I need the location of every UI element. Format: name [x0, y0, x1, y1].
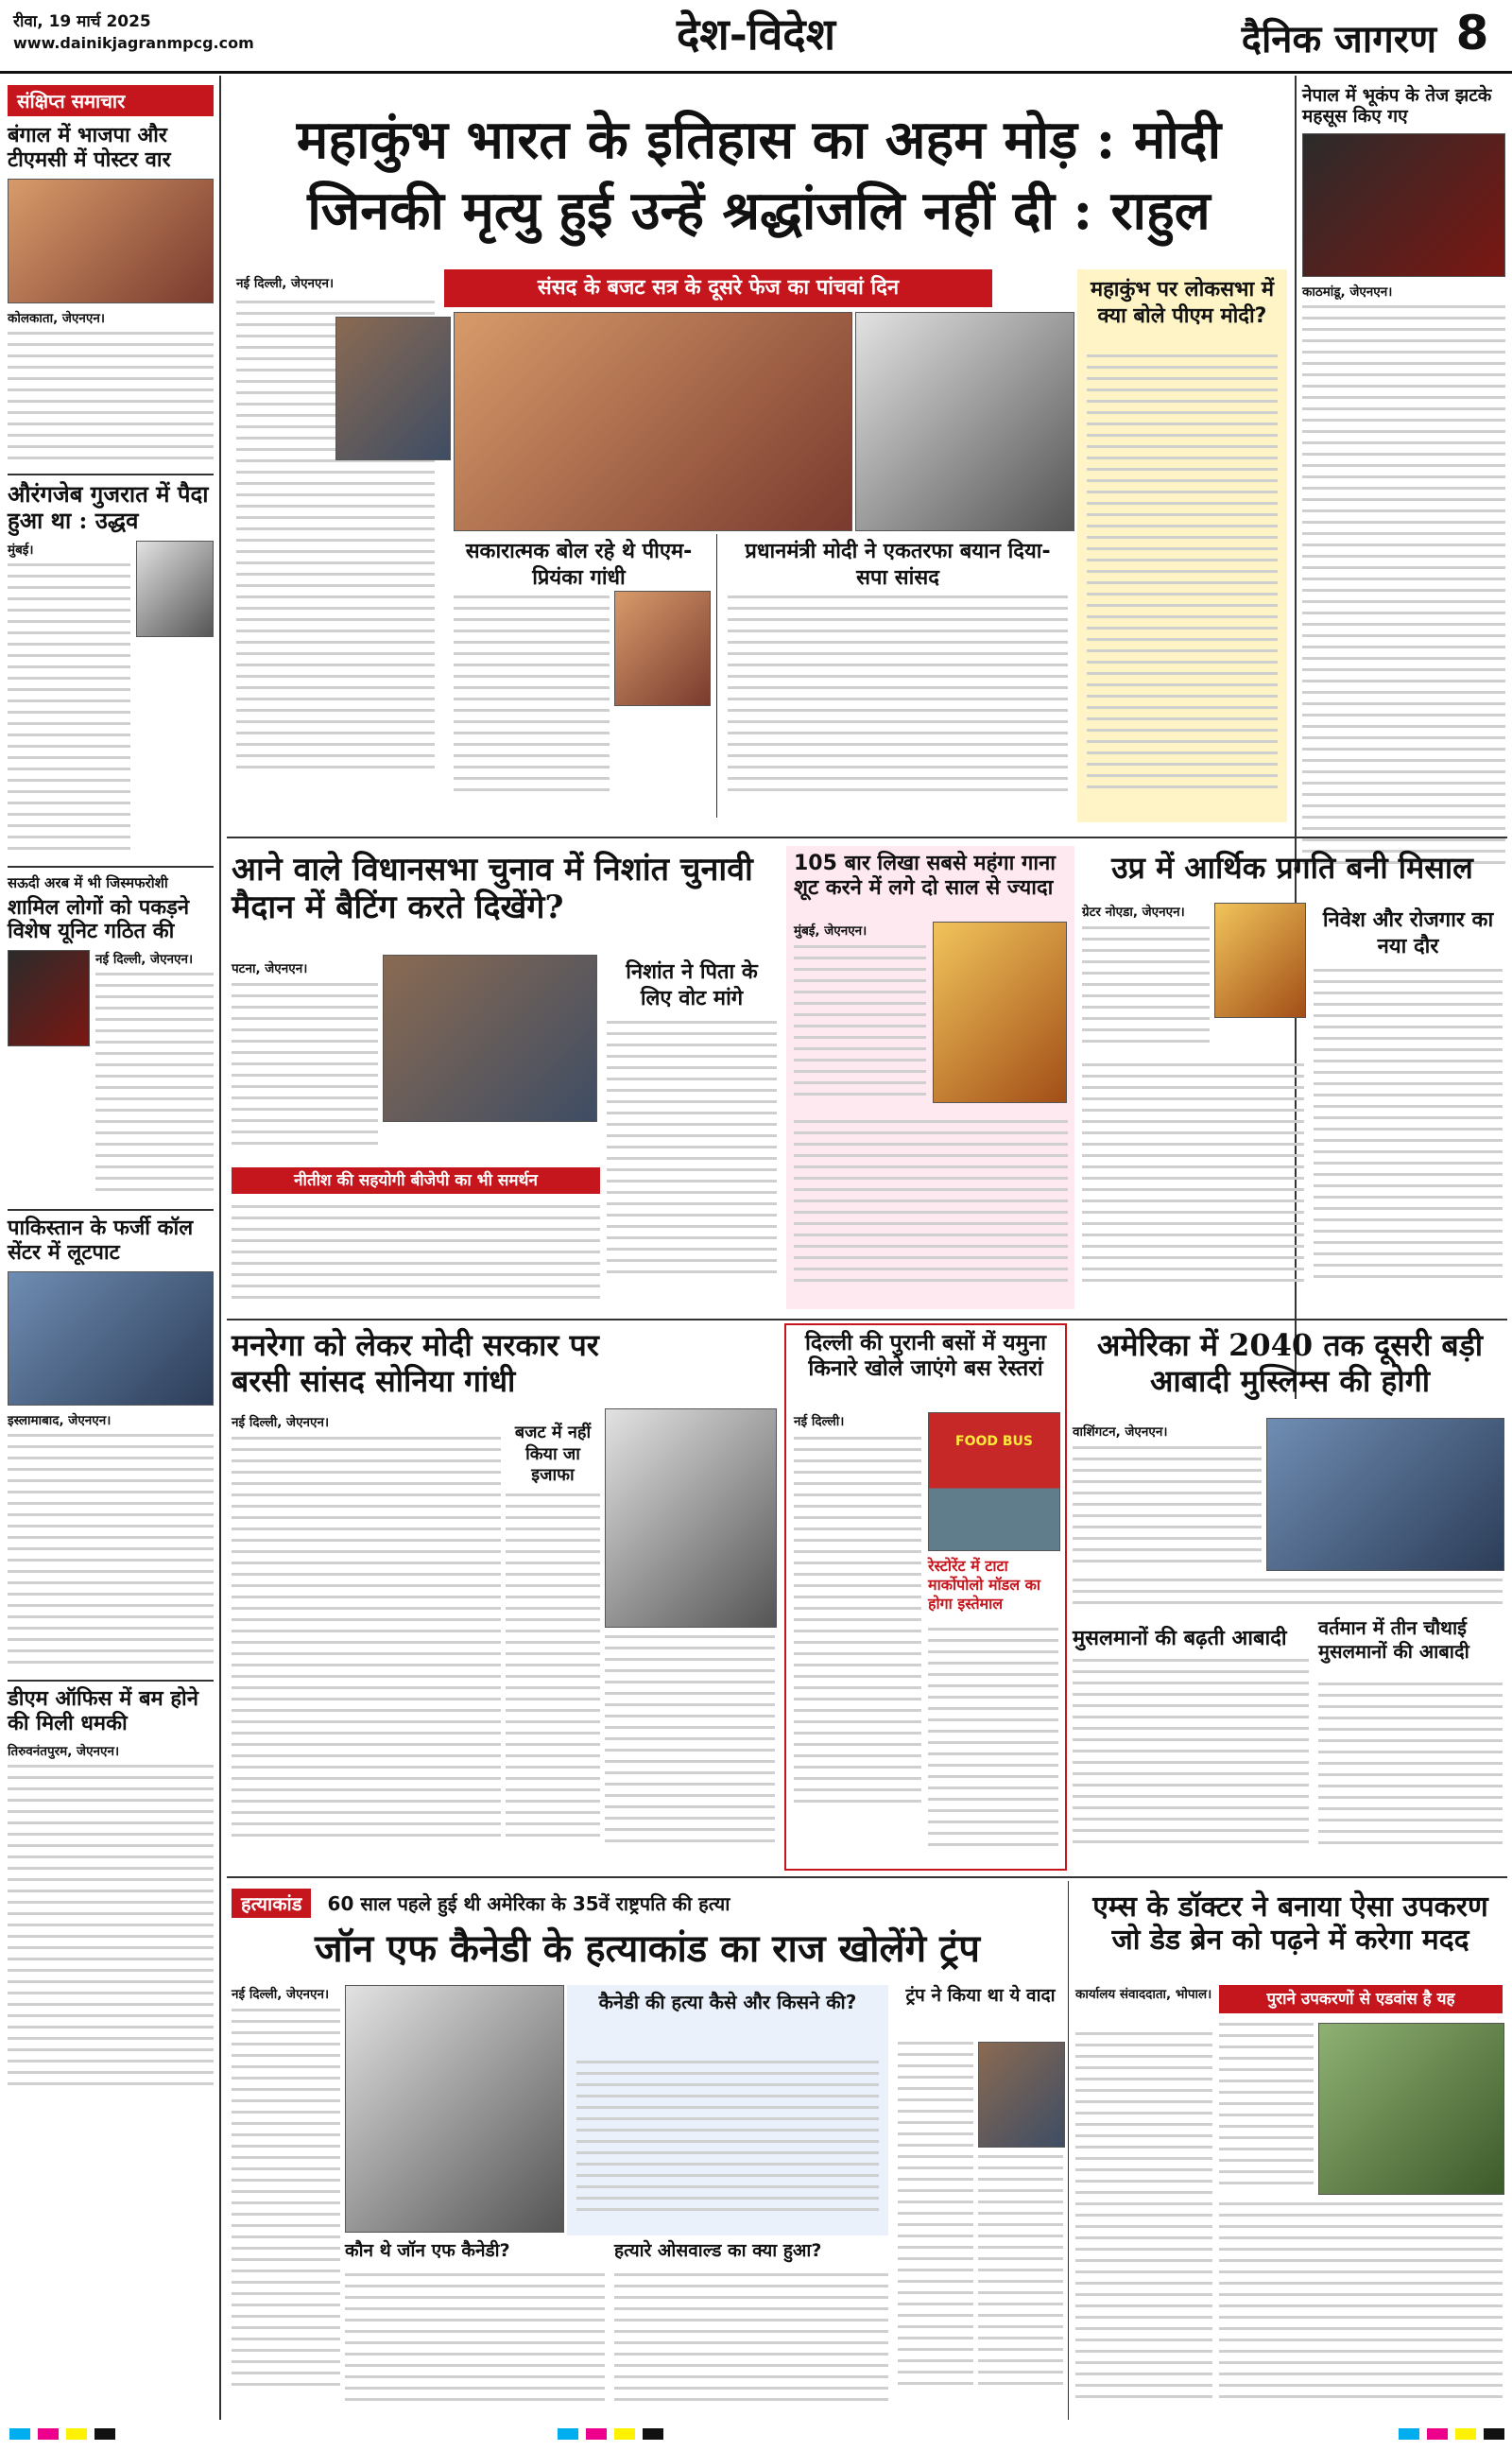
delhi-dateline: नई दिल्ली। [794, 1414, 845, 1429]
lead-sidebar [1077, 269, 1287, 822]
saudi-prince-photo [8, 950, 90, 1046]
color-bar-mid [558, 2428, 663, 2440]
actress-photo [933, 922, 1067, 1103]
kennedy-q4[interactable]: हत्यारे ओसवाल्ड का क्या हुआ? [614, 2240, 822, 2261]
song-headline[interactable]: 105 बार लिखा सबसे महंगा गाना शूट करने में लगे दो साल से ज्यादा [794, 852, 1057, 900]
kennedy-kicker: हत्याकांड [232, 1889, 311, 1918]
bengal-body [8, 332, 214, 474]
dm-headline[interactable]: डीएम ऑफिस में बम होने की मिली धमकी [8, 1686, 198, 1736]
nishant-headline[interactable]: आने वाले विधानसभा चुनाव में निशांत चुनावी मैदान में बैटिंग करते दिखेंगे? [232, 851, 753, 927]
food-bus-sign: FOOD BUS [955, 1434, 1033, 1449]
aurangzeb-headline[interactable]: औरंगजेब गुजरात में पैदा हुआ था : उद्धव [8, 479, 209, 535]
kennedy-q3-body [345, 2273, 605, 2415]
nishant-dateline: पटना, जेएनएन। [232, 961, 308, 976]
up-body [1082, 926, 1210, 1059]
america-body-3 [1073, 1659, 1309, 1862]
nishant-body [232, 983, 378, 1163]
lead-headline-2[interactable]: जिनकी मृत्यु हुई उन्हें श्रद्धांजलि नहीं दी : राहुल [307, 180, 1211, 242]
trump-photo [978, 2042, 1065, 2148]
nepal-dateline: काठमांडू, जेएनएन। [1302, 284, 1393, 300]
saudi-headline[interactable]: शामिल लोगों को पकड़ने विशेष यूनिट गठित की [8, 894, 190, 944]
website-url[interactable]: www.dainikjagranmpcg.com [13, 34, 254, 52]
capitol-photo [1266, 1418, 1504, 1571]
america-subhead-2[interactable]: वर्तमान में तीन चौथाई मुसलमानों की आबादी [1318, 1616, 1469, 1663]
aiims-photo [1318, 2023, 1504, 2195]
newspaper-name: दैनिक जागरण [1241, 17, 1436, 61]
kennedy-question-box [567, 1985, 888, 2235]
kennedy-q4-body [614, 2273, 888, 2415]
america-headline[interactable]: अमेरिका में 2040 तक दूसरी बड़ी आबादी मुस्लिम्स की होगी [1096, 1327, 1484, 1399]
mnrega-body [232, 1437, 501, 1862]
kennedy-q1[interactable]: कैनेडी की हत्या कैसे और किसने की? [598, 1991, 857, 2013]
registration-marks [0, 2425, 1512, 2443]
up-side-body [1314, 969, 1503, 1309]
america-body-4 [1318, 1683, 1503, 1862]
aiims-body-2 [1219, 2202, 1503, 2415]
lead-dateline: नई दिल्ली, जेएनएन। [236, 276, 335, 291]
saudi-kicker: सऊदी अरब में भी जिस्मफरोशी [8, 873, 168, 891]
delhi-bus-story [784, 1323, 1067, 1871]
nishant-sidebar[interactable]: निशांत ने पिता के लिए वोट मांगे [626, 960, 758, 1010]
up-dateline: ग्रेटर नोएडा, जेएनएन। [1082, 905, 1185, 920]
column-divider [219, 76, 221, 2420]
saudi-dateline: नई दिल्ली, जेएनएन। [95, 952, 194, 968]
lead-sidebar-body [1087, 354, 1278, 808]
kennedy-q2-body-2 [978, 2155, 1063, 2415]
up-body-2 [1082, 1063, 1304, 1309]
nepal-body [1302, 305, 1505, 872]
nepal-headline[interactable]: नेपाल में भूकंप के तेज झटके महसूस किए गए [1302, 85, 1492, 128]
delhi-body [794, 1437, 921, 1834]
aiims-headline[interactable]: एम्स के डॉक्टर ने बनाया ऐसा उपकरण जो डेड ब्रेन को पढ़ने में करेगा मदद [1092, 1890, 1488, 1958]
song-body [794, 945, 926, 1115]
bengal-dateline: कोलकाता, जेएनएन। [8, 310, 105, 326]
saudi-body [95, 973, 214, 1209]
seismograph-graphic [1302, 133, 1505, 277]
mnrega-dateline: नई दिल्ली, जेएनएन। [232, 1415, 330, 1430]
kennedy-headline[interactable]: जॉन एफ कैनेडी के हत्याकांड का राज खोलेंगे ट्रंप [315, 1926, 980, 1971]
pakistan-dateline: इस्लामाबाद, जेएनएन। [8, 1413, 112, 1429]
america-body-2 [1073, 1579, 1503, 1616]
nishant-sidebar-body [607, 1021, 777, 1304]
delhi-body-2 [928, 1628, 1058, 1864]
priyanka-photo [614, 591, 711, 706]
modi-photo [855, 312, 1074, 531]
aiims-body [1075, 2032, 1212, 2415]
lead-headline-1[interactable]: महाकुंभ भारत के इतिहास का अहम मोड़ : मोदी [296, 109, 1222, 171]
lead-banner: संसद के बजट सत्र के दूसरे फेज का पांचवां दिन [444, 269, 992, 307]
uddhav-photo [136, 541, 214, 637]
kennedy-kicker-bar [232, 1889, 1063, 1919]
america-body [1073, 1446, 1262, 1579]
kennedy-q2-body [898, 2042, 973, 2415]
kennedy-q2[interactable]: ट्रंप ने किया था ये वादा [905, 1985, 1056, 2006]
song-story [786, 846, 1074, 1309]
aiims-side-body [1219, 2023, 1314, 2193]
rahul-photo [335, 317, 451, 460]
briefs-column [8, 85, 214, 2105]
up-subhead[interactable]: निवेश और रोजगार का नया दौर [1322, 908, 1494, 958]
dm-body [8, 1765, 214, 2105]
color-bar-left [9, 2428, 115, 2440]
kennedy-q3[interactable]: कौन थे जॉन एफ कैनेडी? [345, 2240, 510, 2261]
nishant-body-2 [232, 1205, 600, 1309]
sp-body [728, 595, 1068, 813]
nitish-nishant-photo [383, 955, 597, 1122]
song-body-2 [794, 1120, 1068, 1300]
sp-headline[interactable]: प्रधानमंत्री मोदी ने एकतरफा बयान दिया- सपा सांसद [745, 540, 1051, 590]
page-number: 8 [1455, 6, 1489, 60]
nepal-story [1302, 85, 1505, 872]
america-dateline: वाशिंगटन, जेएनएन। [1073, 1424, 1168, 1440]
mnrega-body-2 [605, 1635, 775, 1862]
aiims-tag: पुराने उपकरणों से एडवांस है यह [1219, 1985, 1503, 2013]
delhi-headline[interactable]: दिल्ली की पुरानी बसों में यमुना किनारे खोले जाएंगे बस रेस्तरां [804, 1331, 1047, 1382]
section-title: देश-विदेश [677, 9, 835, 60]
yogi-photo [1214, 903, 1306, 1018]
aiims-dateline: कार्यालय संवाददाता, भोपाल। [1075, 1987, 1212, 2002]
nishant-banner: नीतीश की सहयोगी बीजेपी का भी समर्थन [232, 1167, 600, 1194]
kennedy-body [232, 2009, 340, 2415]
sonia-photo [605, 1408, 777, 1628]
kennedy-q1-body [576, 2061, 879, 2226]
kennedy-kicker-text: 60 साल पहले हुई थी अमेरिका के 35वें राष्ट्रपति की हत्या [327, 1892, 730, 1915]
issue-date: रीवा, 19 मार्च 2025 [13, 12, 151, 31]
song-dateline: मुंबई, जेएनएन। [794, 923, 868, 939]
poster-photo [8, 179, 214, 303]
mnrega-sidebar[interactable]: बजट में नहीं किया जा इजाफा [514, 1423, 592, 1485]
food-bus-photo [928, 1412, 1060, 1551]
briefs-label: संक्षिप्त समाचार [8, 85, 214, 116]
priyanka-headline[interactable]: सकारात्मक बोल रहे थे पीएम- प्रियंका गांधी [465, 540, 693, 590]
kennedy-photo [345, 1985, 564, 2233]
america-subhead-1[interactable]: मुसलमानों की बढ़ती आबादी [1073, 1627, 1287, 1650]
color-bar-right [1399, 2428, 1504, 2440]
pakistan-body [8, 1434, 214, 1680]
bengal-headline[interactable]: बंगाल में भाजपा और टीएमसी में पोस्टर वार [8, 123, 171, 172]
dm-dateline: तिरुवनंतपुरम, जेएनएन। [8, 1744, 120, 1760]
priyanka-body [454, 595, 610, 813]
kennedy-dateline: नई दिल्ली, जेएनएन। [232, 1987, 330, 2002]
up-headline[interactable]: उप्र में आर्थिक प्रगति बनी मिसाल [1111, 850, 1473, 886]
pakistan-headline[interactable]: पाकिस्तान के फर्जी कॉल सेंटर में लूटपाट [8, 1216, 194, 1266]
mnrega-sidebar-body [506, 1493, 600, 1862]
mnrega-headline[interactable]: मनरेगा को लेकर मोदी सरकार पर बरसी सांसद सोनिया गांधी [232, 1327, 599, 1399]
callcentre-photo [8, 1271, 214, 1406]
delhi-subhead[interactable]: रेस्टोरेंट में टाटा मार्कोपोलो मॉडल का होगा इस्तेमाल [928, 1557, 1041, 1613]
aurangzeb-body [8, 563, 130, 866]
parliament-photo [454, 312, 852, 531]
masthead [0, 0, 1512, 74]
lead-sidebar-headline[interactable]: महाकुंभ पर लोकसभा में क्या बोले पीएम मोदी? [1090, 278, 1275, 328]
aurangzeb-dateline: मुंबई। [8, 542, 34, 558]
